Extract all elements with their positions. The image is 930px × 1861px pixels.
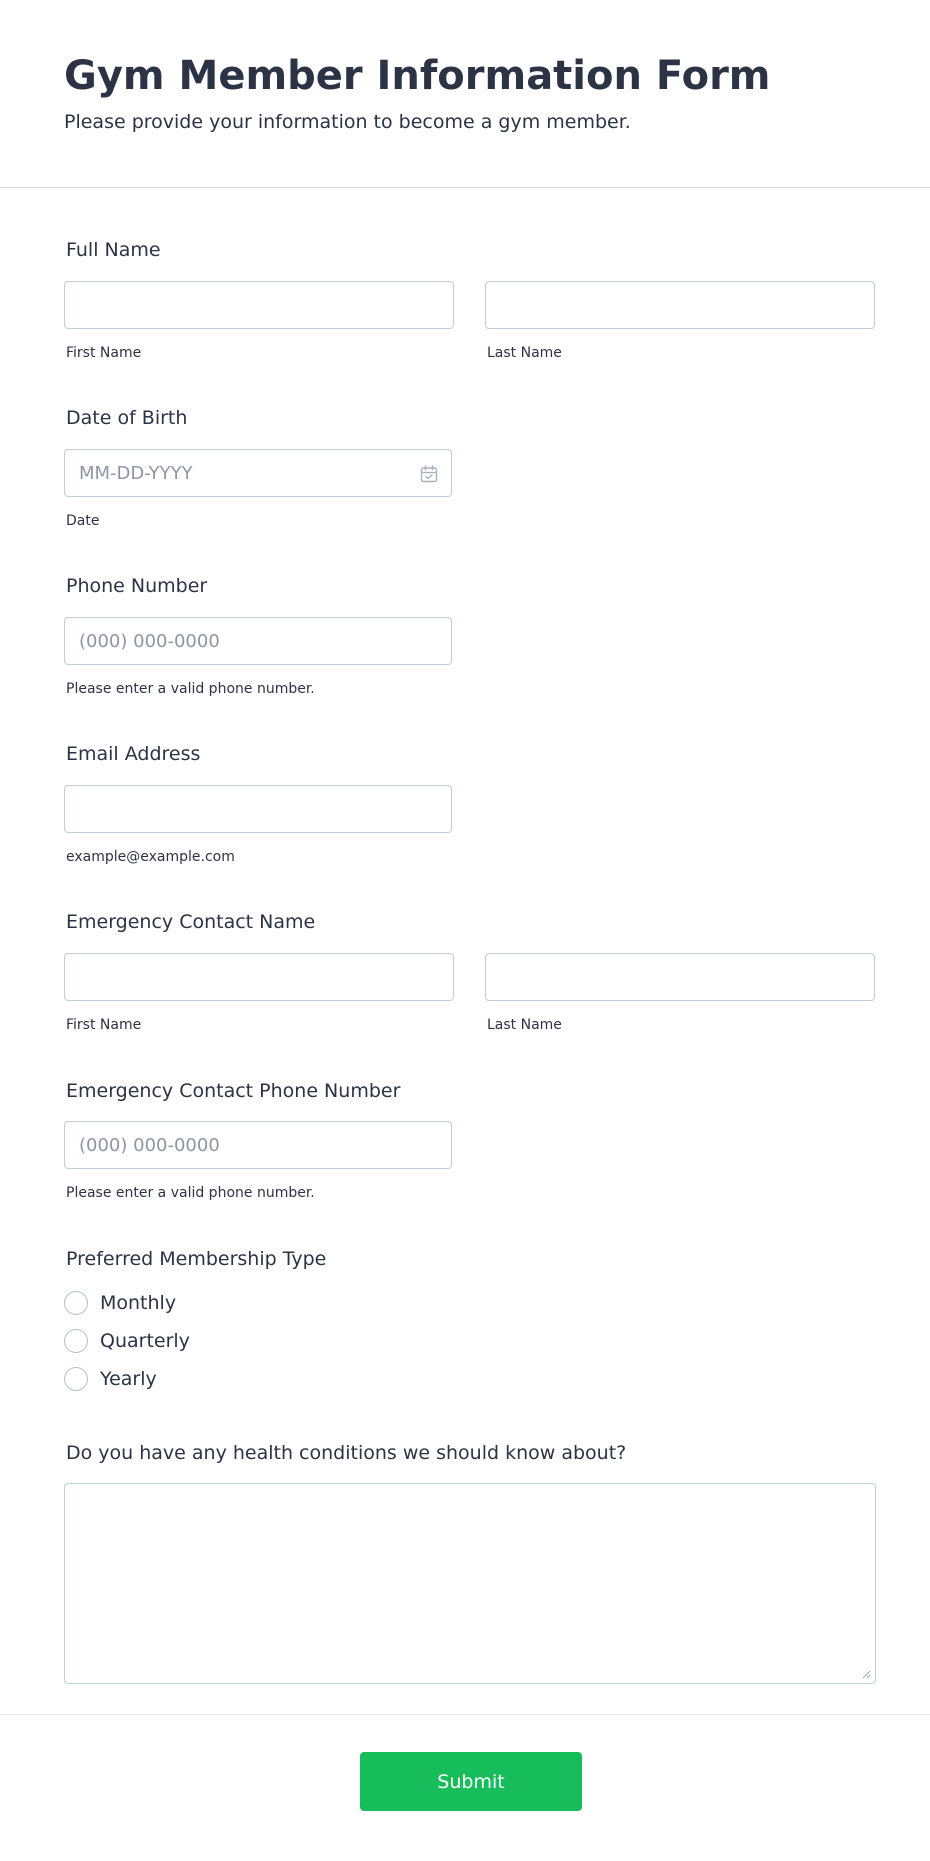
first-name-input[interactable]: [64, 281, 454, 329]
health-conditions-textarea[interactable]: [64, 1483, 876, 1684]
membership-option-yearly[interactable]: [64, 1366, 157, 1392]
first-name-sublabel: First Name: [66, 345, 142, 361]
emergency-first-name-input[interactable]: [64, 953, 454, 1001]
email-address-label: Email Address: [66, 743, 201, 765]
phone-number-input[interactable]: [64, 617, 452, 665]
resize-handle-icon[interactable]: [861, 1669, 871, 1679]
footer-divider: [0, 1714, 930, 1715]
date-of-birth-input[interactable]: [64, 449, 452, 497]
emergency-last-name-sublabel: Last Name: [487, 1017, 562, 1033]
last-name-input[interactable]: [485, 281, 875, 329]
submit-button[interactable]: Submit: [360, 1752, 582, 1811]
emergency-phone-input[interactable]: [64, 1121, 452, 1169]
membership-option-quarterly[interactable]: [64, 1328, 190, 1354]
radio-label: Quarterly: [100, 1330, 190, 1352]
radio-button[interactable]: [64, 1329, 88, 1353]
date-sublabel: Date: [66, 513, 100, 529]
phone-number-sublabel: Please enter a valid phone number.: [66, 681, 315, 697]
membership-type-label: Preferred Membership Type: [66, 1248, 327, 1270]
emergency-last-name-input[interactable]: [485, 953, 875, 1001]
radio-button[interactable]: [64, 1367, 88, 1391]
calendar-icon[interactable]: [419, 464, 439, 484]
email-address-input[interactable]: [64, 785, 452, 833]
radio-label: Yearly: [100, 1368, 157, 1390]
radio-button[interactable]: [64, 1291, 88, 1315]
emergency-contact-name-label: Emergency Contact Name: [66, 911, 316, 933]
form-subtitle: Please provide your information to become a gym member.: [64, 111, 631, 133]
date-of-birth-label: Date of Birth: [66, 407, 188, 429]
radio-label: Monthly: [100, 1292, 177, 1314]
health-conditions-label: Do you have any health conditions we should know about?: [66, 1442, 627, 1464]
last-name-sublabel: Last Name: [487, 345, 562, 361]
full-name-label: Full Name: [66, 239, 161, 261]
phone-number-label: Phone Number: [66, 575, 208, 597]
email-address-sublabel: example@example.com: [66, 849, 235, 865]
membership-option-monthly[interactable]: [64, 1290, 176, 1316]
form-header: [0, 0, 930, 188]
emergency-first-name-sublabel: First Name: [66, 1017, 142, 1033]
emergency-phone-sublabel: Please enter a valid phone number.: [66, 1185, 315, 1201]
form-title: Gym Member Information Form: [64, 53, 771, 99]
emergency-phone-label: Emergency Contact Phone Number: [66, 1080, 401, 1102]
